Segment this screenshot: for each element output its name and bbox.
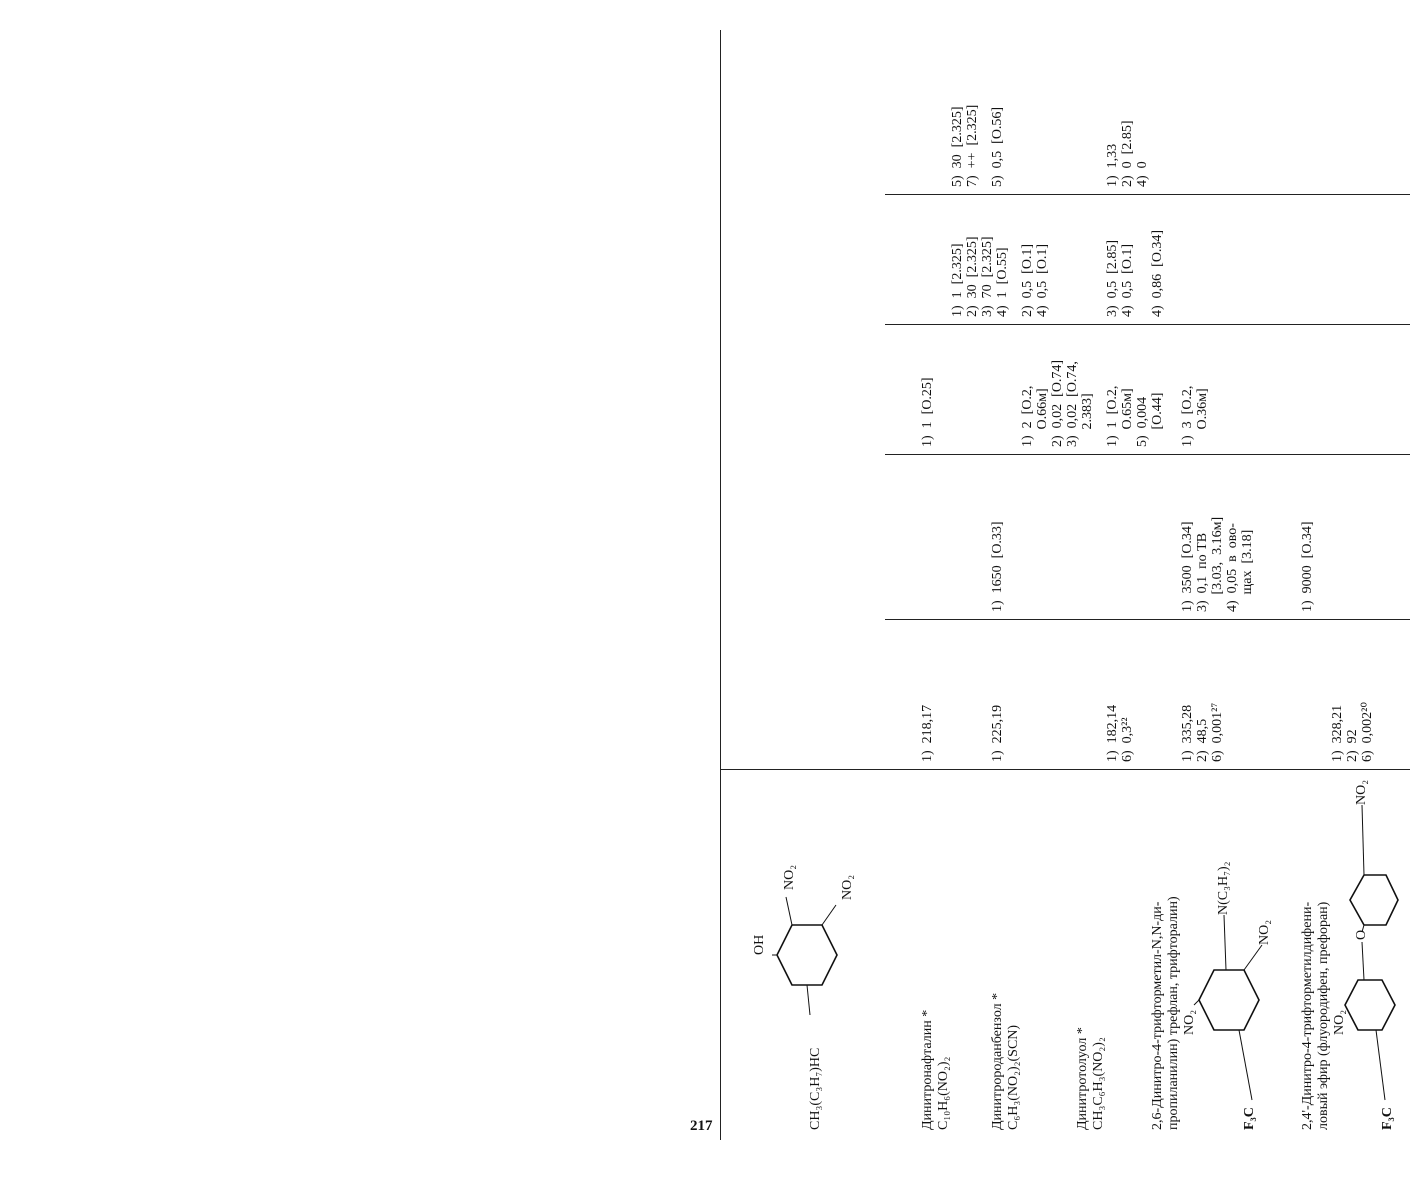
cell-c3-row1: 1) 1 [O.25] [920, 377, 935, 447]
compound-row4 [1150, 730, 1277, 1130]
cell-c3-row3: 1) 1 [O.2, O.65м] 5) 0,004 [O.44] [1105, 385, 1165, 447]
cell-c3-row2: 1) 2 [O.2, O.66м] 2) 0,02 [O.74] 3) 0,02 [O.74, 2.383] [1020, 359, 1095, 447]
compound-row5 [1300, 730, 1402, 1130]
diphenyl-ether-icon [1340, 800, 1402, 1100]
compound-name: 2,4'-Динитро-4-трифторметилдифени- [1300, 901, 1315, 1130]
no2-label: NO₂ [782, 864, 797, 890]
table-top-rule [720, 30, 721, 1140]
cell-c5-row2: 5) 0,5 [O.56] [990, 106, 1005, 187]
column-divider-2 [885, 619, 1410, 620]
cell-mw-row4: 1) 335,28 2) 48,5 6) 0,001²⁷ [1180, 702, 1225, 762]
compound-row0 [748, 730, 868, 1130]
cell-c5-row1: 5) 30 [2.325] 7) ++ [2.325] [950, 104, 980, 187]
cell-c3-row4: 1) 3 [O.2, O.36м] [1180, 385, 1210, 447]
cell-c4-row2: 2) 0,5 [O.1] 4) 0,5 [O.1] [1020, 243, 1050, 317]
no2-label: NO₂ [1182, 1009, 1197, 1035]
compound-name: Динитророданбензол * [990, 992, 1005, 1130]
cf3-label: F₃C [1380, 1107, 1395, 1130]
compound-row2 [990, 730, 1022, 1130]
cell-c4-row4: 4) 0,86 [O.34] [1150, 229, 1165, 317]
compound-formula: C₆H₃(NO₂)₂(SCN) [1006, 1024, 1021, 1130]
no2-label: NO₂ [1257, 919, 1272, 945]
formula: CH₃(C₃H₇)HC [808, 1047, 823, 1130]
oh-label: OH [752, 934, 767, 955]
compound-name-cont: ловый эфир (флуородифен, префоран) [1316, 901, 1331, 1130]
column-divider-5 [885, 194, 1410, 195]
compound-name: Динитронафталин * [920, 1009, 935, 1130]
rotated-table [720, 30, 1410, 1140]
amine-label: N(C₃H₇)₂ [1216, 861, 1231, 915]
compound-row3 [1075, 730, 1107, 1130]
compound-name: 2,6-Динитро-4-трифторметил-N,N-ди- [1150, 901, 1165, 1130]
cf3-label: F₃C [1242, 1107, 1257, 1130]
column-divider-4 [885, 324, 1410, 325]
cell-mw-row2: 1) 225,19 [990, 704, 1005, 762]
no2-label: NO₂ [840, 874, 855, 900]
benzene-ring-icon [1194, 910, 1274, 1100]
compound-formula: C₁₀H₆(NO₂)₂ [936, 1056, 951, 1130]
benzene-ring-icon [772, 895, 847, 1015]
ether-o-label: O [1354, 929, 1369, 940]
cell-c5-row3: 1) 1,33 2) 0 [2.85] 4) 0 [1105, 120, 1150, 187]
cell-mw-row1: 1) 218,17 [920, 704, 935, 762]
no2-label: NO₂ [1354, 779, 1369, 805]
cell-c2-row4: 1) 3500 [O.34] 3) 0,1 по ТВ [3.03, 3.16м] 4) 0,05 в ово- щах [3.18] [1180, 516, 1255, 612]
compound-formula: CH₃C₆H₃(NO₂)₂ [1091, 1037, 1106, 1130]
cell-c2-row5: 1) 9000 [O.34] [1300, 521, 1315, 612]
cell-c4-row1: 1) 1 [2.325] 2) 30 [2.325] 3) 70 [2.325] 4) 1 [O.55] [950, 236, 1010, 317]
column-divider-3 [885, 454, 1410, 455]
compound-row1 [920, 730, 952, 1130]
compound-name-cont: пропиланилин) трефлан, трифторалин) [1166, 896, 1181, 1130]
cell-mw-row3: 1) 182,14 6) 0,3²² [1105, 704, 1135, 762]
page-number: 217 [690, 1118, 713, 1134]
cell-c2-row2: 1) 1650 [O.33] [990, 521, 1005, 612]
cell-c4-row3: 3) 0,5 [2.85] 4) 0,5 [O.1] [1105, 240, 1135, 317]
compound-name: Динитротолуол * [1075, 1027, 1090, 1130]
no2-label: NO₂ [1332, 1009, 1347, 1035]
cell-mw-row5: 1) 328,21 2) 92 6) 0,002²⁰ [1330, 702, 1375, 762]
